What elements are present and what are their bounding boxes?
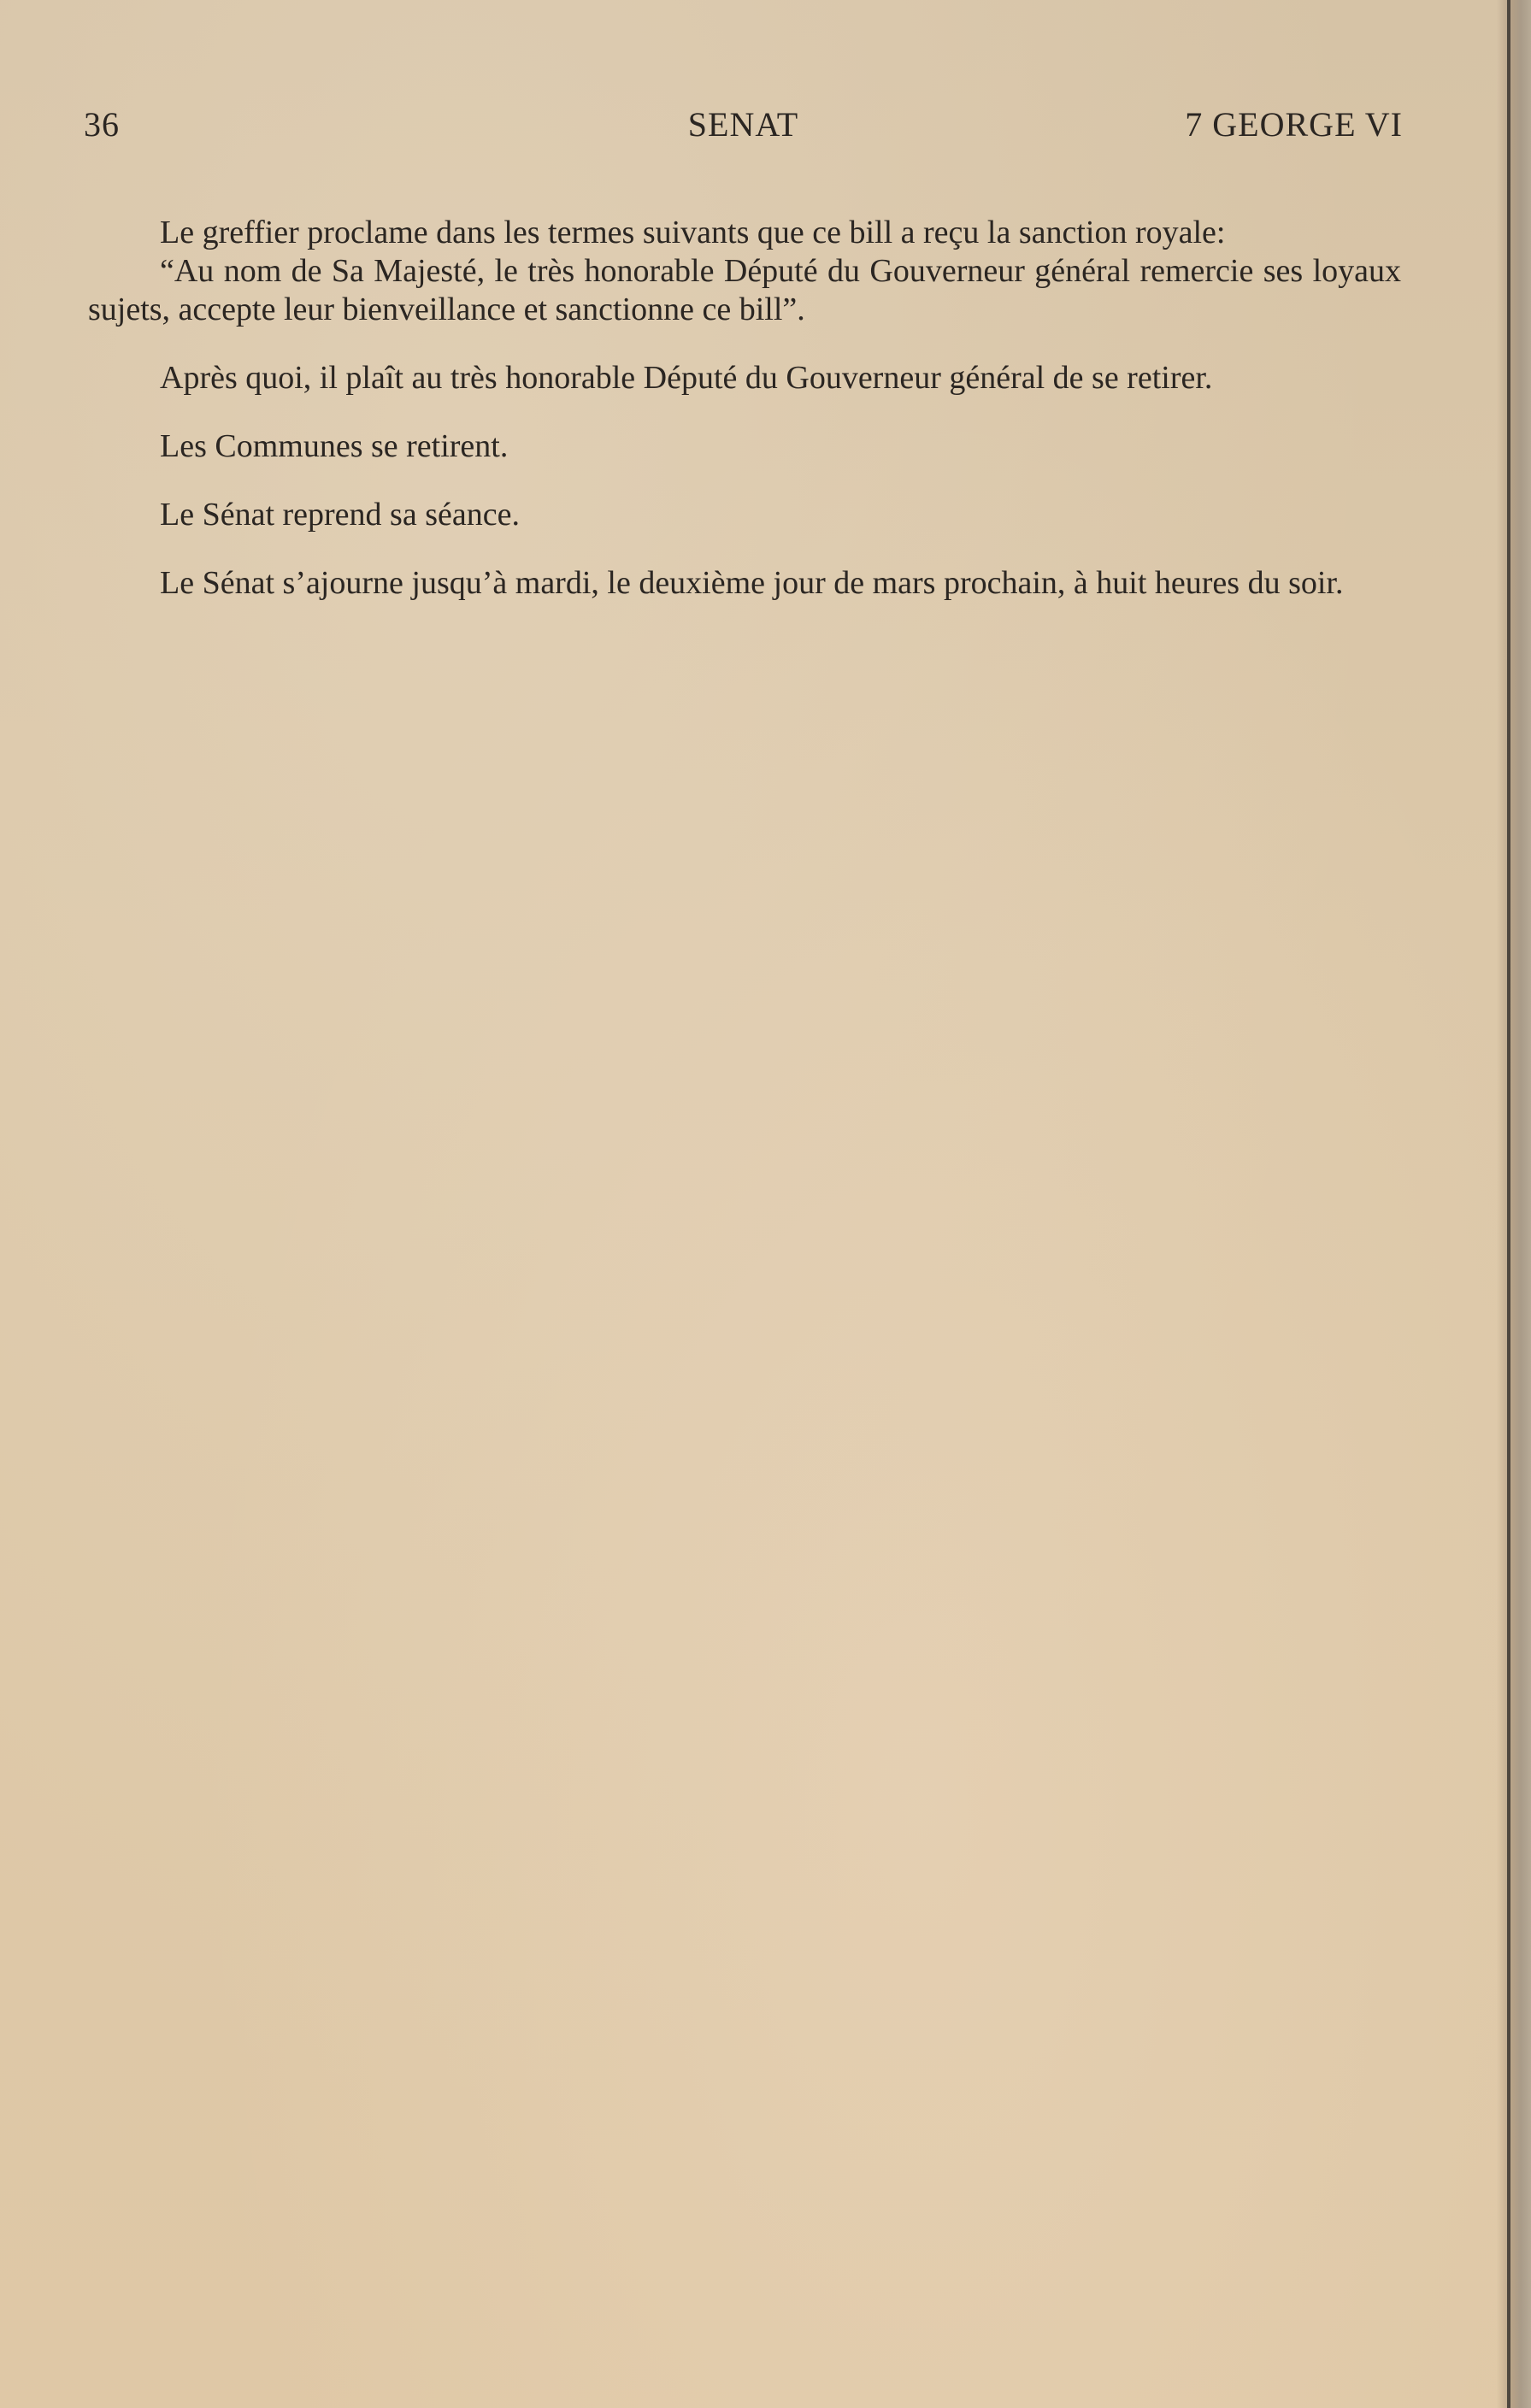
running-header [84, 104, 1403, 147]
paragraph-senate-resumes: Le Sénat reprend sa séance. [160, 497, 520, 533]
binding-shadow [1497, 0, 1531, 2408]
running-title: SENAT [687, 105, 799, 144]
regnal-year: 7 GEORGE VI [1185, 105, 1403, 144]
binding-edge [1507, 0, 1510, 2408]
body-text [88, 214, 1401, 603]
paragraph-quotation: “Au nom de Sa Majesté, le très honorable Député du Gouverneur général remercie ses loyaux sujets, accepte leur bienveillance et sanctionne ce bill”. [88, 253, 1401, 327]
paragraph-commons-withdraw: Les Communes se retirent. [160, 428, 509, 464]
paragraph-royal-assent: Le greffier proclame dans les termes suivants que ce bill a reçu la sanction royale: [160, 215, 1226, 250]
paragraph-adjournment: Le Sénat s’ajourne jusqu’à mardi, le deuxième jour de mars prochain, à huit heures du soir. [160, 565, 1344, 601]
page-number: 36 [84, 105, 120, 144]
paragraph-deputy-retires: Après quoi, il plaît au très honorable Député du Gouverneur général de se retirer. [160, 360, 1213, 396]
